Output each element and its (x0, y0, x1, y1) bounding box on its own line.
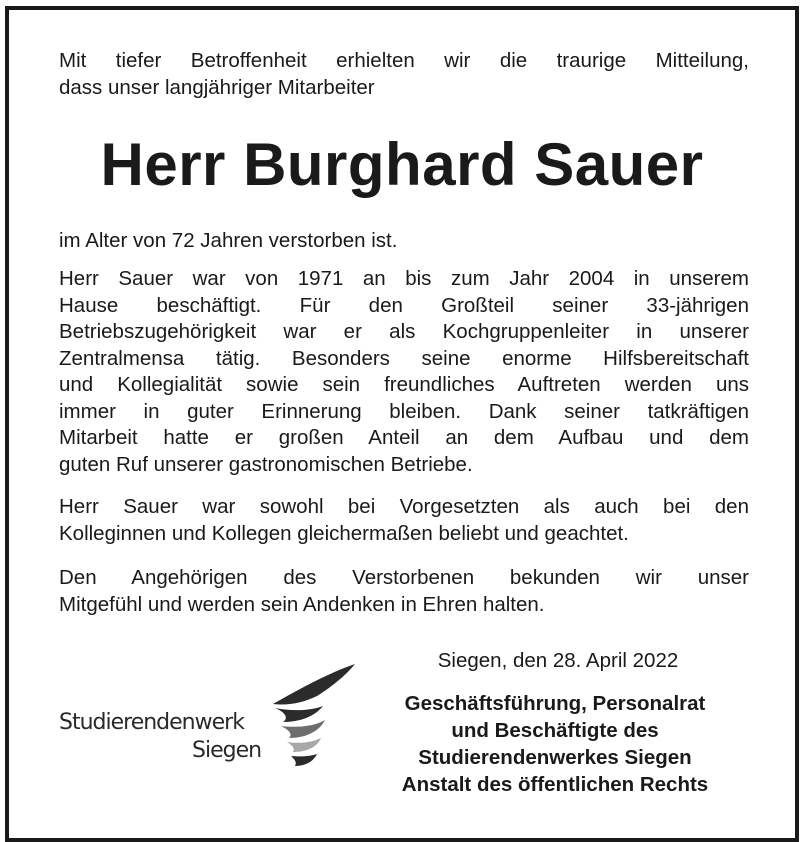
stylized-wave-stripes-icon (261, 662, 357, 772)
body-line: Zentralmensa tätig. Besonders seine enorme Hilfsbereitschaft (59, 346, 749, 370)
body-line: und Kollegialität sowie sein freundliches Auftreten werden uns (59, 373, 749, 396)
body-line: Herr Sauer war von 1971 an bis zum Jahr 2004 in unserem (59, 267, 749, 290)
body-paragraph-2 (59, 494, 749, 547)
body-line: immer in guter Erinnerung bleiben. Dank seiner tatkräftigen (59, 399, 749, 423)
body-line: Kolleginnen und Kollegen gleichermaßen beliebt und geachtet. (59, 521, 629, 545)
logo-stripe-light (287, 738, 321, 752)
logo-stripe-dark-3 (291, 754, 317, 766)
signature-line: Studierendenwerkes Siegen (418, 746, 692, 769)
logo-stripe-dark (273, 664, 355, 705)
studierendenwerk-logo (49, 660, 339, 780)
body-line: Betriebszugehörigkeit war er als Kochgruppenleiter in unserer (59, 320, 749, 343)
obituary-notice (5, 6, 799, 842)
signature-line: Anstalt des öffentlichen Rechts (401, 773, 709, 796)
body-line: Mitarbeit hatte er großen Anteil an dem Aufbau und dem (59, 426, 749, 449)
body-line: Hause beschäftigt. Für den Großteil seiner 33-jährigen (59, 293, 749, 317)
logo-stripe-dark-2 (275, 706, 323, 722)
body-paragraph-1 (59, 266, 749, 478)
body-line: Den Angehörigen des Verstorbenen bekunden wir unser (59, 566, 749, 589)
intro-line: Mit tiefer Betroffenheit erhielten wir die traurige Mitteilung, (59, 49, 749, 72)
age-line: im Alter von 72 Jahren verstorben ist. (59, 229, 398, 252)
logo-wordmark-line2: Siegen (192, 738, 262, 763)
logo-stripe-mid (281, 720, 325, 738)
intro-text (59, 48, 749, 101)
deceased-name: Herr Burghard Sauer (100, 131, 704, 198)
logo-wordmark-line1: Studierendenwerk (59, 710, 244, 735)
signature-line: Geschäftsführung, Personalrat (404, 692, 706, 715)
age-text (59, 228, 749, 255)
body-paragraph-3 (59, 565, 749, 618)
place-date: Siegen, den 28. April 2022 (437, 649, 679, 672)
body-line: Herr Sauer war sowohl bei Vorgesetzten als auch bei den (59, 495, 749, 518)
body-line: Mitgefühl und werden sein Andenken in Ehren halten. (59, 592, 545, 616)
signature-line: und Beschäftigte des (451, 719, 659, 742)
signature-block (355, 690, 755, 798)
intro-line: dass unser langjähriger Mitarbeiter (59, 75, 375, 99)
body-line: guten Ruf unserer gastronomischen Betriebe. (59, 452, 473, 476)
